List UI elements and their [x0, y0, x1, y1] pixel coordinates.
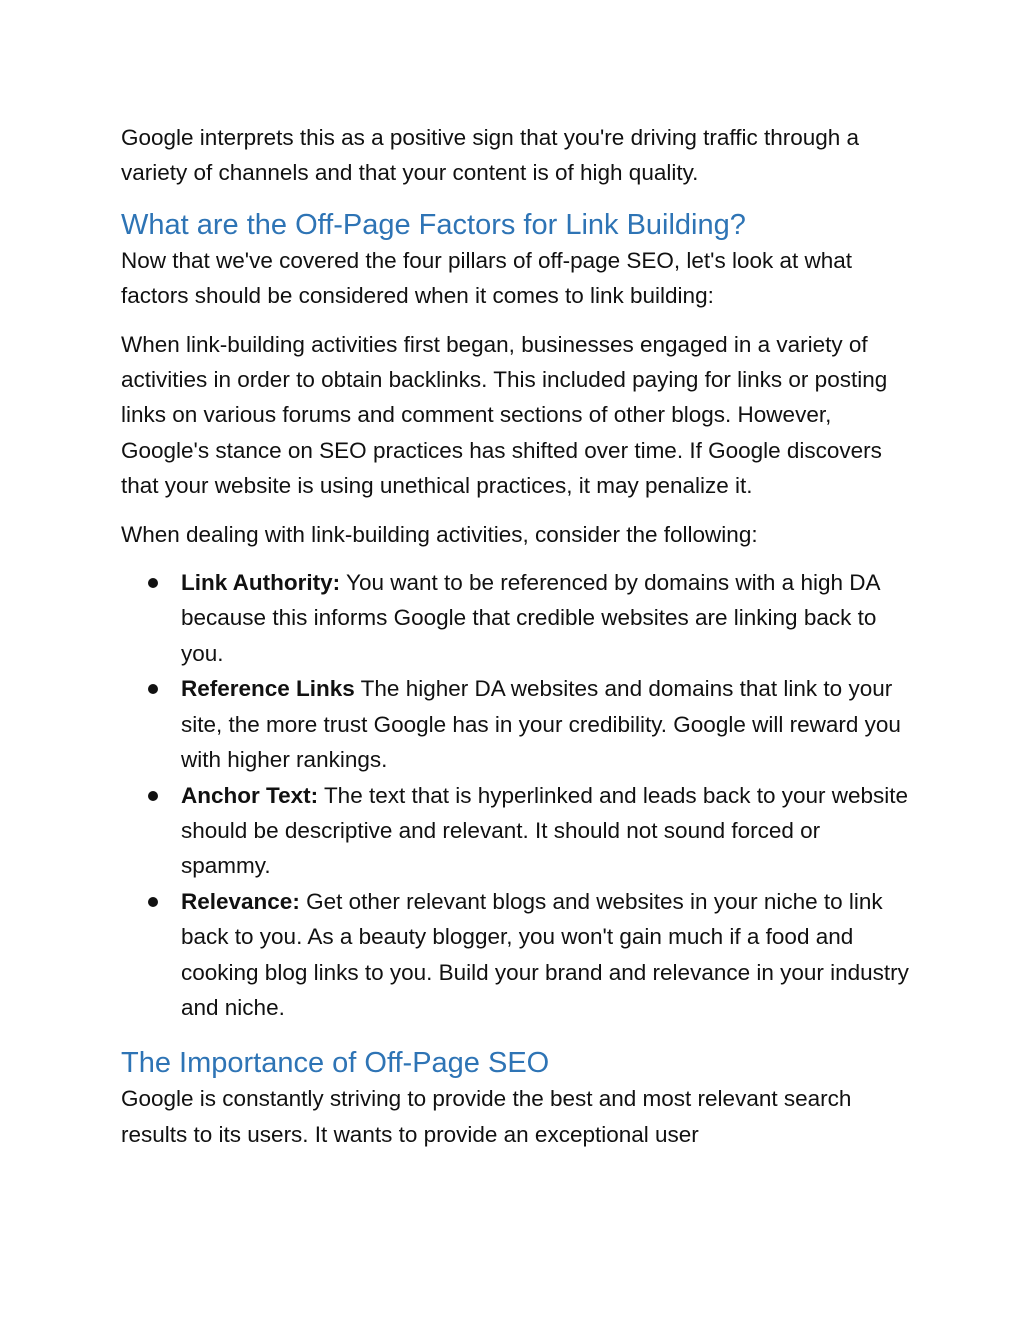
list-item-term: Anchor Text: [181, 782, 319, 808]
paragraph-link-building-history: When link-building activities first began, businesses engaged in a variety of activities in order to obtain backlinks. This included paying for links or posting links on various forums and comment sections of other blogs. However, Google's stance on SEO practices has shifted over time. If Google discovers that your website is using unethical practices, it may penalize it. [121, 331, 888, 499]
bullet-icon [148, 791, 158, 801]
paragraph-consider-following: When dealing with link-building activities, consider the following: [121, 521, 758, 547]
paragraph-four-pillars: Now that we've covered the four pillars of off-page SEO, let's look at what factors should be considered when it comes to link building: [121, 247, 853, 309]
list-item-term: Reference Links [181, 676, 355, 702]
list-item-link-authority [121, 565, 911, 671]
list-item-relevance [121, 884, 911, 1026]
intro-paragraph: Google interprets this as a positive sign that you're driving traffic through a variety of channels and that your content is of high quality. [121, 125, 860, 186]
document-page [121, 120, 911, 1152]
list-item-text: The text that is hyperlinked and leads back to your website should be descriptive and relevant. It should not sound forced or spammy. [181, 782, 909, 879]
bullet-icon [148, 684, 158, 694]
bullet-icon [148, 578, 158, 588]
heading-importance-off-page-seo: The Importance of Off-Page SEO [121, 1047, 550, 1080]
bullet-icon [148, 897, 158, 907]
list-item-text: You want to be referenced by domains with a high DA because this informs Google that credible websites are linking back to you. [181, 570, 880, 666]
list-item-anchor-text [121, 778, 911, 884]
list-item-text: The higher DA websites and domains that link to your site, the more trust Google has in your credibility. Google will reward you with higher rankings. [181, 676, 901, 773]
factors-bullet-list [121, 565, 911, 1025]
list-item-text: Get other relevant blogs and websites in your niche to link back to you. As a beauty blogger, you won't gain much if a food and cooking blog links to you. Build your brand and relevance in your industry and niche. [181, 888, 909, 1020]
paragraph-importance: Google is constantly striving to provide the best and most relevant search results to its users. It wants to provide an exceptional user [121, 1086, 852, 1147]
heading-off-page-factors: What are the Off-Page Factors for Link Building? [121, 208, 746, 241]
list-item-term: Relevance: [181, 888, 300, 914]
list-item-term: Link Authority: [181, 570, 341, 596]
list-item-reference-links [121, 671, 911, 777]
